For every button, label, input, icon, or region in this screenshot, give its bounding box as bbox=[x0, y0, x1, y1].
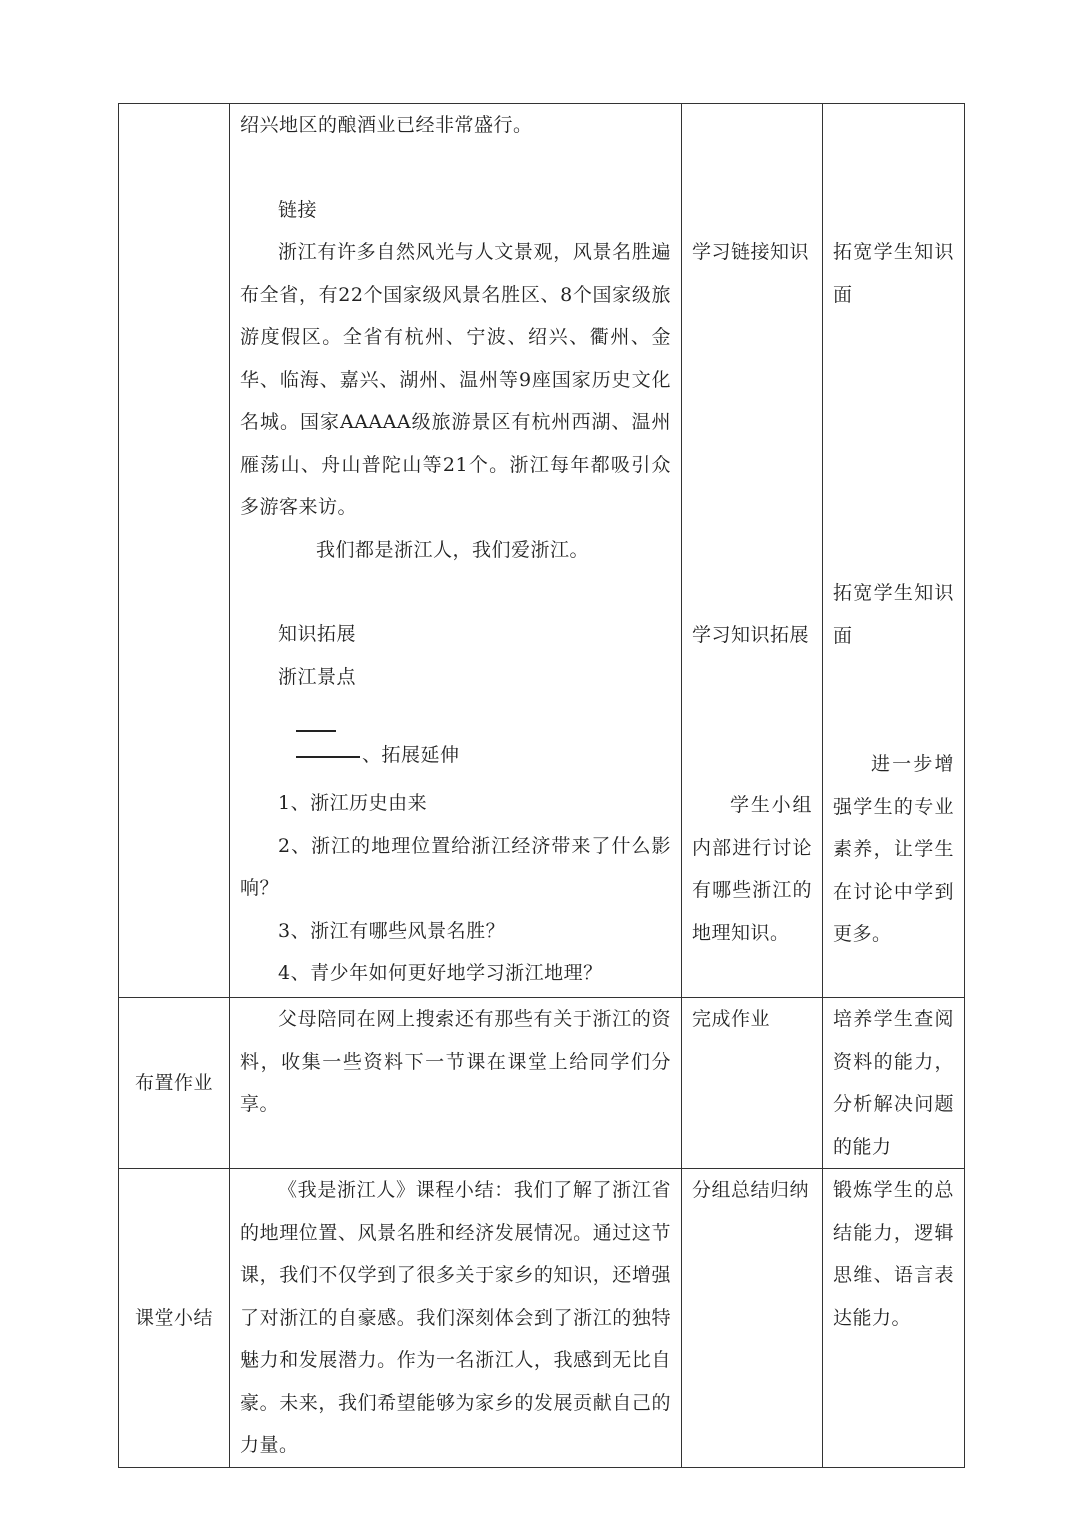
purpose-professional-literacy: 进一步增强学生的专业素养，让学生在讨论中学到更多。 bbox=[833, 753, 954, 945]
link-heading: 链接 bbox=[278, 198, 318, 221]
table-row-homework bbox=[119, 998, 965, 1169]
intro-tail-text: 绍兴地区的酿酒业已经非常盛行。 bbox=[240, 114, 533, 136]
love-zhejiang-line: 我们都是浙江人，我们爱浙江。 bbox=[316, 538, 590, 561]
homework-activity: 完成作业 bbox=[692, 1008, 771, 1030]
activity-link-knowledge: 学习链接知识 bbox=[692, 241, 810, 263]
question-item: 3、浙江有哪些风景名胜？ bbox=[278, 919, 506, 942]
table-row-class-summary bbox=[119, 1169, 965, 1468]
content-cell-teaching-process bbox=[230, 104, 682, 998]
row-label-class-summary: 课堂小结 bbox=[119, 1169, 230, 1468]
link-paragraph: 浙江有许多自然风光与人文景观，风景名胜遍布全省，有22个国家级风景名胜区、8个国家级旅游度假区。全省有杭州、宁波、绍兴、衢州、金华、临海、嘉兴、湖州、温州等9座国家历史文化名城。国家AAAAA级旅游景区有杭州西湖、温州雁荡山、舟山普陀山等21个。浙江每年都吸引众多游客来访。 bbox=[240, 241, 671, 518]
scenic-spots-line: 浙江景点 bbox=[278, 665, 357, 688]
purpose-cell-teaching-process bbox=[823, 104, 965, 998]
class-summary-text: 《我是浙江人》课程小结：我们了解了浙江省的地理位置、风景名胜和经济发展情况。通过这节课，我们不仅学到了很多关于家乡的知识，还增强了对浙江的自豪感。我们深刻体会到了浙江的独特魅力和发展潜力。作为一名浙江人，我感到无比自豪。未来，我们希望能够为家乡的发展贡献自己的力量。 bbox=[240, 1179, 671, 1456]
section-heading-text: 、拓展延伸 bbox=[362, 744, 460, 766]
purpose-cell-class-summary bbox=[823, 1169, 965, 1468]
purpose-broaden-knowledge: 拓宽学生知识面 bbox=[833, 241, 954, 306]
activity-cell-homework bbox=[682, 998, 823, 1169]
knowledge-expand-heading: 知识拓展 bbox=[278, 623, 357, 645]
purpose-cell-homework bbox=[823, 998, 965, 1169]
content-cell-homework bbox=[230, 998, 682, 1169]
question-item: 2、浙江的地理位置给浙江经济带来了什么影响？ bbox=[240, 834, 671, 899]
question-item: 4、青少年如何更好地学习浙江地理？ bbox=[278, 962, 603, 984]
activity-cell-class-summary bbox=[682, 1169, 823, 1468]
lesson-plan-table bbox=[118, 103, 965, 1468]
section-heading-extension bbox=[240, 724, 671, 782]
content-cell-class-summary bbox=[230, 1169, 682, 1468]
row-label-empty bbox=[119, 104, 230, 998]
activity-cell-teaching-process bbox=[682, 104, 823, 998]
activity-group-discussion: 学生小组内部进行讨论有哪些浙江的地理知识。 bbox=[692, 794, 812, 944]
question-item: 1、浙江历史由来 bbox=[278, 792, 428, 814]
purpose-broaden-knowledge: 拓宽学生知识面 bbox=[833, 582, 954, 647]
class-summary-purpose: 锻炼学生的总结能力，逻辑思维、语言表达能力。 bbox=[833, 1179, 954, 1329]
homework-purpose: 培养学生查阅资料的能力，分析解决问题的能力 bbox=[833, 1008, 954, 1158]
activity-expand-knowledge: 学习知识拓展 bbox=[692, 623, 810, 646]
numeral-two-glyph bbox=[292, 724, 362, 764]
table-row-teaching-process bbox=[119, 104, 965, 998]
class-summary-activity: 分组总结归纳 bbox=[692, 1179, 810, 1201]
homework-description: 父母陪同在网上搜索还有那些有关于浙江的资料，收集一些资料下一节课在课堂上给同学们分享。 bbox=[240, 1008, 671, 1115]
row-label-homework: 布置作业 bbox=[119, 998, 230, 1169]
